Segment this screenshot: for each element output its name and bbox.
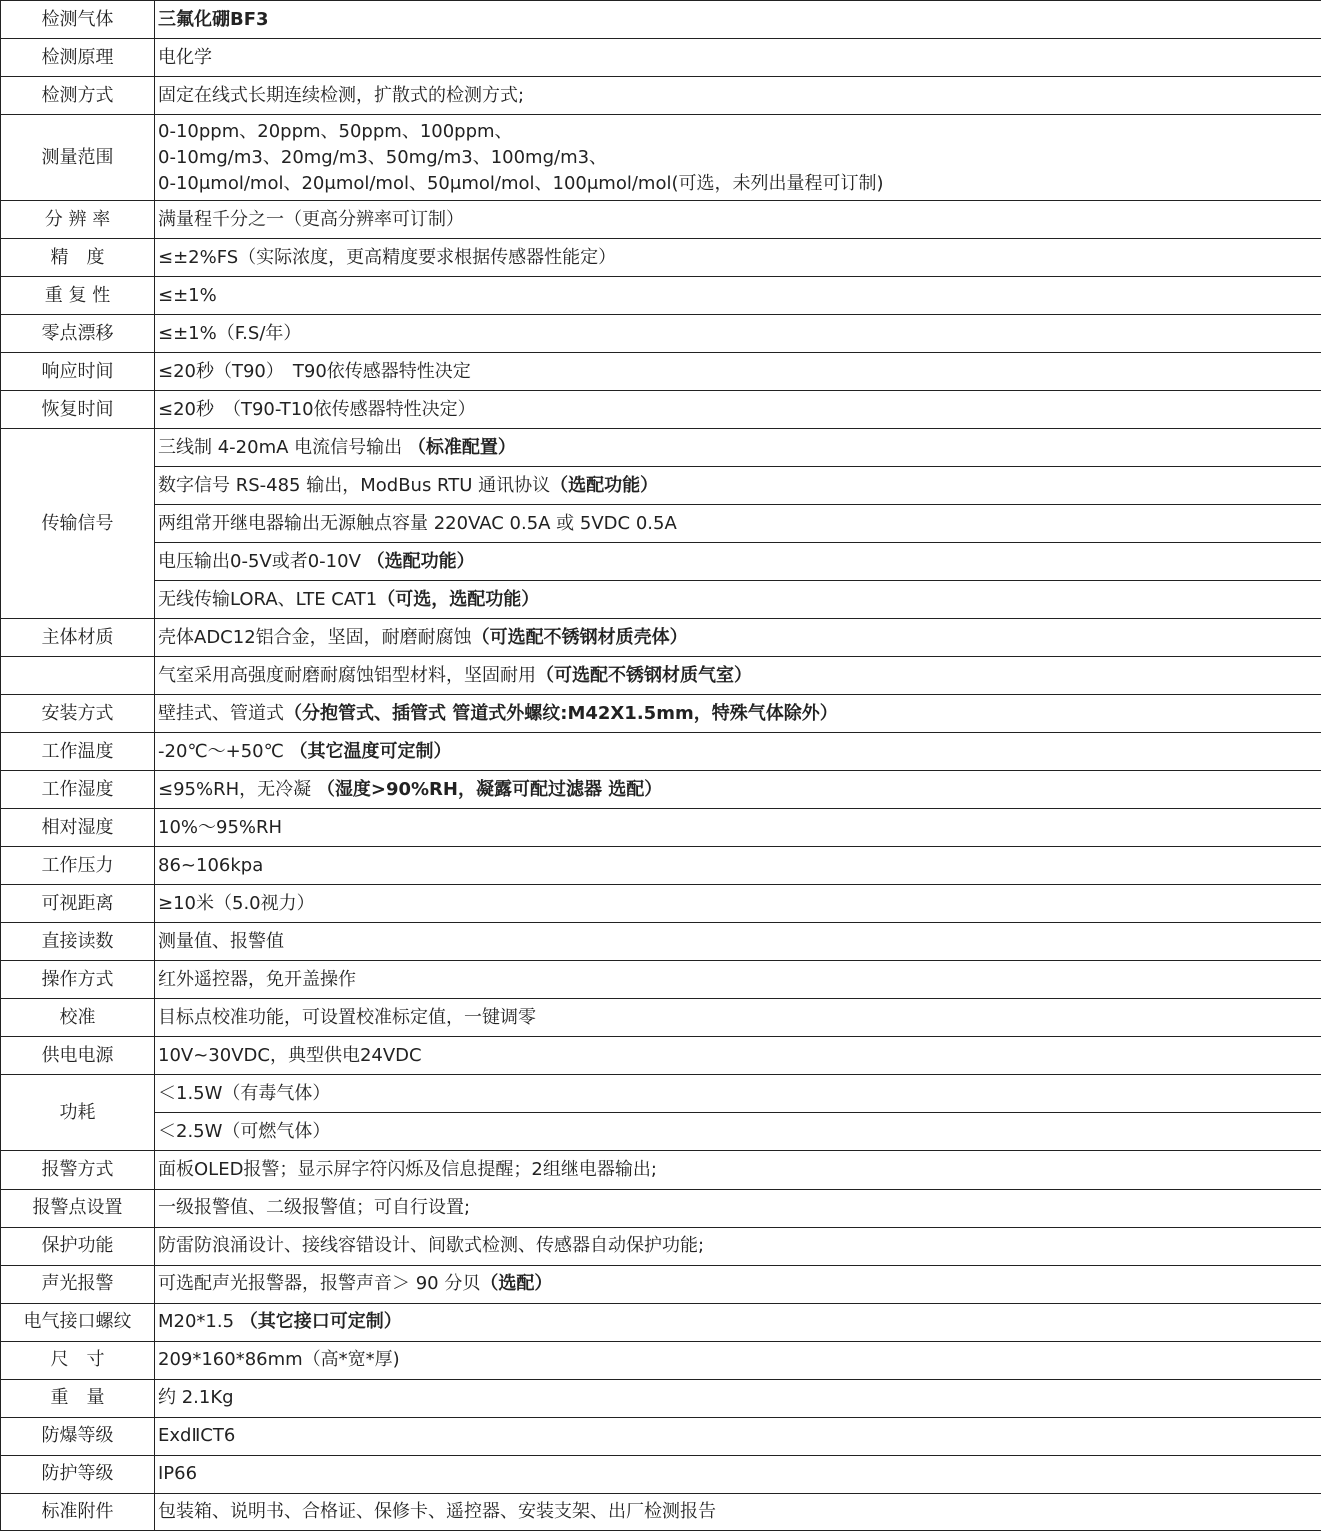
spec-row-direct-reading — [1, 923, 1321, 961]
signal-item — [155, 429, 1321, 467]
spec-row-signal — [1, 429, 1321, 467]
spec-row-signal — [1, 467, 1321, 505]
row-value: 防雷防浪涌设计、接线容错设计、间歇式检测、传感器自动保护功能; — [155, 1227, 1321, 1265]
row-value: 一级报警值、二级报警值；可自行设置; — [155, 1189, 1321, 1227]
row-label: 尺 寸 — [1, 1341, 155, 1379]
power-item: ＜2.5W（可燃气体） — [155, 1113, 1321, 1151]
row-value — [155, 695, 1321, 733]
row-label: 保护功能 — [1, 1227, 155, 1265]
value-note: （其它温度可定制） — [289, 740, 452, 762]
row-label: 防护等级 — [1, 1455, 155, 1493]
range-line: 0-10μmol/mol、20μmol/mol、50μmol/mol、100μmol/mol(可选，未列出量程可订制) — [158, 172, 884, 194]
spec-row-range — [1, 115, 1321, 201]
row-label: 报警点设置 — [1, 1189, 155, 1227]
row-value: ≤20秒 （T90-T10依传感器特性决定） — [155, 391, 1321, 429]
row-value: IP66 — [155, 1455, 1321, 1493]
spec-row-alarm-method — [1, 1151, 1321, 1189]
row-value: 测量值、报警值 — [155, 923, 1321, 961]
spec-row-work-temperature — [1, 733, 1321, 771]
power-item: ＜1.5W（有毒气体） — [155, 1075, 1321, 1113]
row-label: 功耗 — [1, 1075, 155, 1151]
spec-row-resolution — [1, 201, 1321, 239]
row-value: 固定在线式长期连续检测，扩散式的检测方式; — [155, 77, 1321, 115]
row-label: 操作方式 — [1, 961, 155, 999]
row-value: ≤±1% — [155, 277, 1321, 315]
row-value: 电化学 — [155, 39, 1321, 77]
spec-row-weight — [1, 1379, 1321, 1417]
spec-row-chamber-material — [1, 657, 1321, 695]
row-value: 面板OLED报警；显示屏字符闪烁及信息提醒；2组继电器输出; — [155, 1151, 1321, 1189]
row-label — [1, 657, 155, 695]
row-value: 10V~30VDC，典型供电24VDC — [155, 1037, 1321, 1075]
value-note: （选配功能） — [550, 474, 659, 496]
row-value: 满量程千分之一（更高分辨率可订制） — [155, 201, 1321, 239]
row-label: 检测气体 — [1, 1, 155, 39]
row-label: 安装方式 — [1, 695, 155, 733]
row-label: 防爆等级 — [1, 1417, 155, 1455]
value-note: （湿度>90%RH，凝露可配过滤器 选配） — [316, 778, 663, 800]
spec-row-work-pressure — [1, 847, 1321, 885]
row-value: ≤±2%FS（实际浓度，更高精度要求根据传感器性能定） — [155, 239, 1321, 277]
row-value — [155, 1303, 1321, 1341]
row-label: 恢复时间 — [1, 391, 155, 429]
value-text: 气室采用高强度耐磨耐腐蚀铝型材料，坚固耐用 — [158, 664, 536, 686]
value-text: -20℃～+50℃ — [158, 740, 290, 762]
signal-item — [155, 467, 1321, 505]
row-label: 重 复 性 — [1, 277, 155, 315]
value-text: 两组常开继电器输出无源触点容量 220VAC 0.5A 或 5VDC 0.5A — [158, 512, 677, 534]
value-note: （选配功能） — [366, 550, 475, 572]
row-value: 目标点校准功能，可设置校准标定值，一键调零 — [155, 999, 1321, 1037]
row-value: 约 2.1Kg — [155, 1379, 1321, 1417]
spec-row-method — [1, 77, 1321, 115]
spec-row-signal — [1, 581, 1321, 619]
row-label: 重 量 — [1, 1379, 155, 1417]
spec-row-explosion-proof — [1, 1417, 1321, 1455]
range-line: 0-10ppm、20ppm、50ppm、100ppm、 — [158, 120, 513, 142]
signal-item — [155, 505, 1321, 543]
spec-row-signal — [1, 505, 1321, 543]
spec-row-power-supply — [1, 1037, 1321, 1075]
row-value — [155, 1265, 1321, 1303]
spec-row-alarm-setting — [1, 1189, 1321, 1227]
value-text: 三线制 4-20mA 电流信号输出 — [158, 436, 408, 458]
row-label: 分 辨 率 — [1, 201, 155, 239]
spec-row-work-humidity — [1, 771, 1321, 809]
value-text: 无线传输LORA、LTE CAT1 — [158, 588, 378, 610]
row-value: ≤20秒（T90） T90依传感器特性决定 — [155, 353, 1321, 391]
value-note: （标准配置） — [407, 436, 516, 458]
value-text: M20*1.5 — [158, 1311, 240, 1333]
row-label: 电气接口螺纹 — [1, 1303, 155, 1341]
row-label: 标准附件 — [1, 1493, 155, 1530]
value-note: （分抱管式、插管式 管道式外螺纹:M42X1.5mm，特殊气体除外） — [284, 702, 838, 724]
row-label: 可视距离 — [1, 885, 155, 923]
value-note: （可选配不锈钢材质气室） — [536, 664, 752, 686]
value-text: 数字信号 RS-485 输出，ModBus RTU 通讯协议 — [158, 474, 551, 496]
spec-row-ingress-protection — [1, 1455, 1321, 1493]
row-value: 红外遥控器，免开盖操作 — [155, 961, 1321, 999]
row-label: 校准 — [1, 999, 155, 1037]
spec-row-signal — [1, 543, 1321, 581]
row-label: 工作湿度 — [1, 771, 155, 809]
row-label: 报警方式 — [1, 1151, 155, 1189]
row-value: 包装箱、说明书、合格证、保修卡、遥控器、安装支架、出厂检测报告 — [155, 1493, 1321, 1530]
spec-row-accuracy — [1, 239, 1321, 277]
spec-row-response-time — [1, 353, 1321, 391]
spec-row-operation — [1, 961, 1321, 999]
value-text: 可选配声光报警器，报警声音＞ 90 分贝 — [158, 1273, 481, 1295]
spec-row-principle — [1, 39, 1321, 77]
row-value: 209*160*86mm（高*宽*厚) — [155, 1341, 1321, 1379]
spec-row-relative-humidity — [1, 809, 1321, 847]
spec-row-protection — [1, 1227, 1321, 1265]
value-note: （选配） — [480, 1273, 553, 1295]
spec-row-size — [1, 1341, 1321, 1379]
spec-row-calibration — [1, 999, 1321, 1037]
row-label: 主体材质 — [1, 619, 155, 657]
row-value: 86~106kpa — [155, 847, 1321, 885]
row-label: 零点漂移 — [1, 315, 155, 353]
row-value — [155, 771, 1321, 809]
spec-row-power-consumption — [1, 1075, 1321, 1113]
spec-row-audible-alarm — [1, 1265, 1321, 1303]
row-value — [155, 115, 1321, 201]
value-text: 壁挂式、管道式 — [158, 702, 284, 724]
row-label: 精 度 — [1, 239, 155, 277]
row-value: 三氟化硼BF3 — [155, 1, 1321, 39]
spec-row-zero-drift — [1, 315, 1321, 353]
row-value — [155, 733, 1321, 771]
spec-row-accessories — [1, 1493, 1321, 1530]
row-value: 10%～95%RH — [155, 809, 1321, 847]
row-value: ExdⅡCT6 — [155, 1417, 1321, 1455]
range-line: 0-10mg/m3、20mg/m3、50mg/m3、100mg/m3、 — [158, 146, 608, 168]
value-text: ≤95%RH，无冷凝 — [158, 778, 317, 800]
spec-row-recovery-time — [1, 391, 1321, 429]
signal-item — [155, 581, 1321, 619]
row-label: 传输信号 — [1, 429, 155, 619]
row-value — [155, 619, 1321, 657]
row-label: 供电电源 — [1, 1037, 155, 1075]
spec-row-power-consumption — [1, 1113, 1321, 1151]
signal-item — [155, 543, 1321, 581]
row-value: ≤±1%（F.S/年） — [155, 315, 1321, 353]
spec-row-repeatability — [1, 277, 1321, 315]
row-label: 工作压力 — [1, 847, 155, 885]
row-label: 测量范围 — [1, 115, 155, 201]
spec-row-visual-distance — [1, 885, 1321, 923]
spec-row-installation — [1, 695, 1321, 733]
row-label: 响应时间 — [1, 353, 155, 391]
row-label: 工作温度 — [1, 733, 155, 771]
spec-row-gas — [1, 1, 1321, 39]
value-text: 壳体ADC12铝合金，坚固，耐磨耐腐蚀 — [158, 626, 472, 648]
value-note: （其它接口可定制） — [239, 1311, 402, 1333]
row-label: 检测方式 — [1, 77, 155, 115]
row-value: ≥10米（5.0视力） — [155, 885, 1321, 923]
row-label: 直接读数 — [1, 923, 155, 961]
row-label: 声光报警 — [1, 1265, 155, 1303]
value-text: 电压输出0-5V或者0-10V — [158, 550, 367, 572]
spec-row-thread — [1, 1303, 1321, 1341]
spec-row-housing-material — [1, 619, 1321, 657]
value-note: （可选，选配功能） — [377, 588, 540, 610]
row-label: 检测原理 — [1, 39, 155, 77]
row-label: 相对湿度 — [1, 809, 155, 847]
value-note: （可选配不锈钢材质壳体） — [471, 626, 688, 648]
row-value — [155, 657, 1321, 695]
